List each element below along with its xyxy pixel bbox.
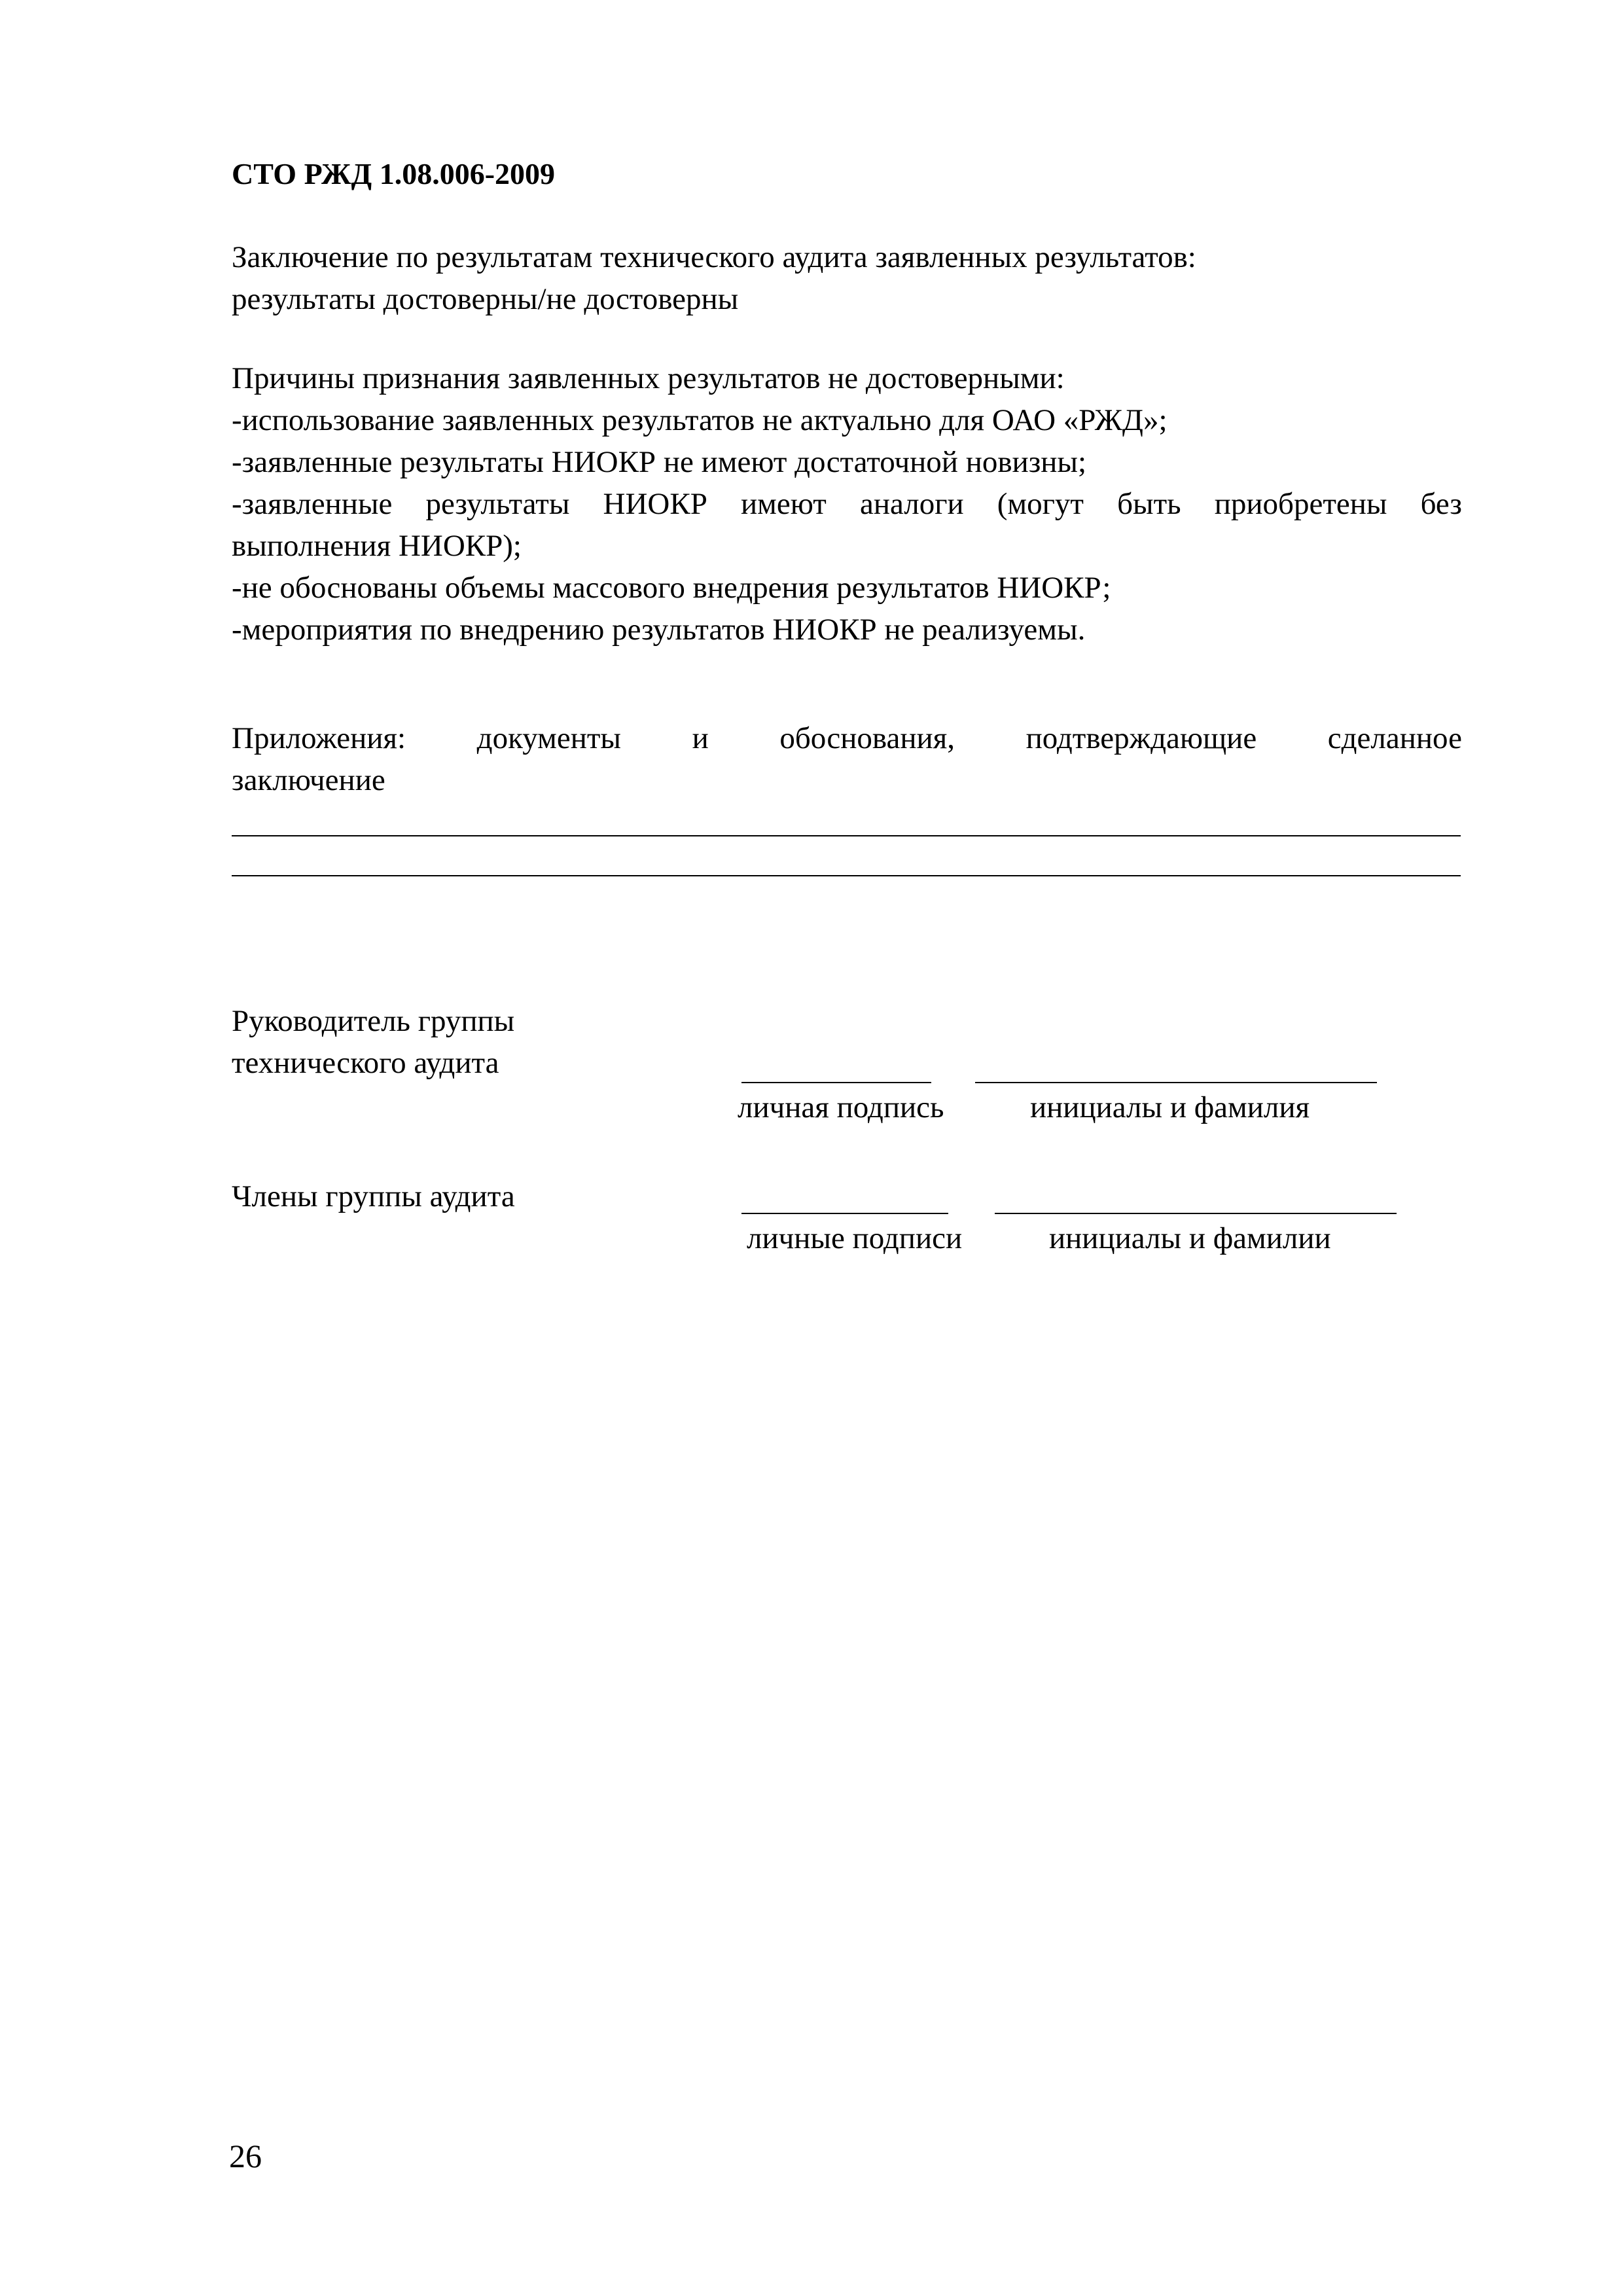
reason-word: -заявленные: [232, 487, 393, 521]
attachments-word: документы: [476, 721, 621, 755]
leader-name-line: [975, 1082, 1377, 1083]
reason-word: (могут: [997, 487, 1084, 521]
attachments-word: сделанное: [1327, 721, 1462, 755]
reason-word: быть: [1117, 487, 1181, 521]
reason-item: -заявленные результаты НИОКР не имеют достаточной новизны;: [232, 445, 1087, 479]
members-label: Члены группы аудита: [232, 1179, 515, 1213]
reason-item: -не обоснованы объемы массового внедрения результатов НИОКР;: [232, 571, 1111, 605]
attachments-continuation: заключение: [232, 763, 385, 797]
attachments-word: Приложения:: [232, 721, 406, 755]
attachments-word: и: [692, 721, 709, 755]
reason-word: приобретены: [1214, 487, 1387, 521]
leader-signature-caption: личная подпись: [738, 1090, 944, 1124]
attachments-line: [232, 717, 1462, 759]
members-name-caption: инициалы и фамилии: [1049, 1221, 1331, 1255]
attachments-word: обоснования,: [779, 721, 955, 755]
conclusion-result-line: результаты достоверны/не достоверны: [232, 282, 739, 316]
leader-signature-line: [741, 1082, 931, 1083]
attachments-section: [232, 717, 1462, 801]
reason-item: -мероприятия по внедрению результатов НИОКР не реализуемы.: [232, 613, 1086, 647]
reasons-heading: Причины признания заявленных результатов не достоверными:: [232, 361, 1065, 395]
conclusion-section: [232, 236, 1462, 320]
reasons-section: [232, 357, 1462, 651]
reason-word: аналоги: [859, 487, 964, 521]
leader-name-caption: инициалы и фамилия: [1030, 1090, 1310, 1124]
standard-code-header: СТО РЖД 1.08.006-2009: [232, 157, 556, 190]
attachments-word: подтверждающие: [1026, 721, 1257, 755]
reason-item-continuation: выполнения НИОКР);: [232, 529, 522, 563]
reason-item: -использование заявленных результатов не актуально для ОАО «РЖД»;: [232, 403, 1168, 437]
leader-label: [232, 1000, 514, 1084]
conclusion-line: Заключение по результатам технического аудита заявленных результатов:: [232, 240, 1196, 274]
attachments-fill-line: [232, 875, 1461, 876]
page-number: 26: [229, 2138, 262, 2174]
members-signature-caption: личные подписи: [747, 1221, 963, 1255]
reason-word: результаты: [425, 487, 570, 521]
leader-label-line: технического аудита: [232, 1046, 499, 1080]
leader-label-line: Руководитель группы: [232, 1004, 515, 1038]
reason-item-justified: [232, 483, 1462, 525]
reason-word: НИОКР: [603, 487, 707, 521]
members-name-line: [995, 1213, 1397, 1214]
members-signature-line: [741, 1213, 948, 1214]
reason-word: имеют: [741, 487, 827, 521]
reason-word: без: [1420, 487, 1462, 521]
attachments-fill-line: [232, 835, 1461, 836]
